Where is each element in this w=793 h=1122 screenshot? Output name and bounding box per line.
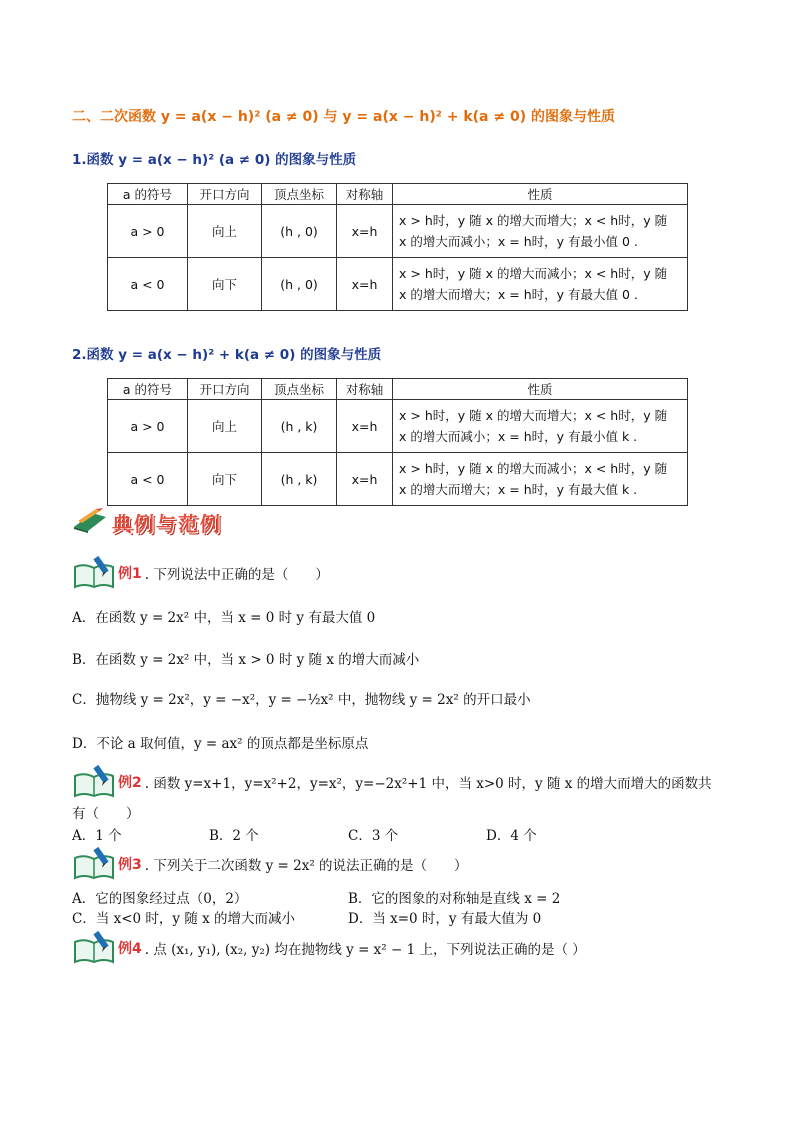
table-row <box>108 400 688 453</box>
header-property: 性质 <box>393 379 688 400</box>
property-line-1: x > h时，y 随 x 的增大而增大；x < h时，y 随 <box>399 213 668 228</box>
subsection-title-1: 1.函数 y = a(x − h)² (a ≠ 0) 的图象与性质 <box>72 152 357 168</box>
header-sign: a 的符号 <box>108 184 188 205</box>
header-direction: 开口方向 <box>188 184 262 205</box>
example-3-option-c: C．当 x<0 时，y 随 x 的增大而减小 <box>72 911 296 927</box>
example-1-option-d: D．不论 a 取何值，y = ax² 的顶点都是坐标原点 <box>72 736 369 752</box>
property-line-1: x > h时，y 随 x 的增大而减小；x < h时，y 随 <box>399 461 668 476</box>
cell-vertex: (h , k) <box>262 400 337 453</box>
cell-property <box>393 258 688 311</box>
section-title: 二、二次函数 y = a(x − h)² (a ≠ 0) 与 y = a(x − h)² + k(a ≠ 0) 的图象与性质 <box>72 109 615 125</box>
table-header-row <box>108 379 688 400</box>
cell-direction: 向上 <box>188 400 262 453</box>
example-4-label: 例4 <box>118 941 142 957</box>
example-2-stem: . 函数 y=x+1，y=x²+2，y=x²，y=−2x²+1 中，当 x>0 时，y 随 x 的增大而增大的函数共 <box>144 776 712 792</box>
header-property: 性质 <box>393 184 688 205</box>
example-2-option-c: C．3 个 <box>348 828 399 844</box>
cell-direction: 向下 <box>188 453 262 506</box>
header-vertex: 顶点坐标 <box>262 379 337 400</box>
cell-sign: a < 0 <box>108 453 188 506</box>
header-vertex: 顶点坐标 <box>262 184 337 205</box>
banner-title: 典例与范例 <box>112 511 222 536</box>
property-line-2: x 的增大而减小；x = h时，y 有最小值 k . <box>399 429 638 444</box>
property-line-2: x 的增大而减小；x = h时，y 有最小值 0 . <box>399 234 638 249</box>
cell-property <box>393 453 688 506</box>
cell-axis: x=h <box>337 205 393 258</box>
cell-axis: x=h <box>337 453 393 506</box>
table-row <box>108 205 688 258</box>
cell-sign: a < 0 <box>108 258 188 311</box>
example-3-stem: . 下列关于二次函数 y = 2x² 的说法正确的是（ ） <box>144 858 468 874</box>
book-pencil-icon <box>72 555 116 589</box>
cell-sign: a > 0 <box>108 205 188 258</box>
cell-sign: a > 0 <box>108 400 188 453</box>
table-row <box>108 453 688 506</box>
example-1-label: 例1 <box>118 566 142 582</box>
cell-direction: 向上 <box>188 205 262 258</box>
example-3-label: 例3 <box>118 857 142 873</box>
example-3-option-b: B．它的图象的对称轴是直线 x = 2 <box>348 891 561 907</box>
cell-vertex: (h , 0) <box>262 258 337 311</box>
cell-property <box>393 205 688 258</box>
table-header-row <box>108 184 688 205</box>
example-2-option-b: B．2 个 <box>209 828 259 844</box>
table-row <box>108 258 688 311</box>
header-sign: a 的符号 <box>108 379 188 400</box>
property-line-2: x 的增大而增大；x = h时，y 有最大值 0 . <box>399 287 638 302</box>
example-1-option-b: B．在函数 y = 2x² 中，当 x > 0 时 y 随 x 的增大而减小 <box>72 652 420 668</box>
example-4-stem: . 点 (x₁, y₁), (x₂, y₂) 均在抛物线 y = x² − 1 上，下列说法正确的是（ ） <box>144 942 586 958</box>
cell-direction: 向下 <box>188 258 262 311</box>
book-pencil-icon <box>72 846 116 880</box>
book-pencil-icon <box>72 930 116 964</box>
pencil-book-icon <box>72 507 108 537</box>
example-2-stem-continued: 有（ ） <box>72 806 140 822</box>
example-3-option-d: D．当 x=0 时，y 有最大值为 0 <box>348 911 542 927</box>
properties-table-2 <box>107 378 688 506</box>
example-4-header <box>72 930 586 964</box>
book-pencil-icon <box>72 764 116 798</box>
example-1-header <box>72 555 329 589</box>
examples-banner <box>72 507 222 537</box>
cell-vertex: (h , 0) <box>262 205 337 258</box>
subsection-title-2: 2.函数 y = a(x − h)² + k(a ≠ 0) 的图象与性质 <box>72 347 382 363</box>
property-line-1: x > h时，y 随 x 的增大而增大；x < h时，y 随 <box>399 408 668 423</box>
property-line-1: x > h时，y 随 x 的增大而减小；x < h时，y 随 <box>399 266 668 281</box>
example-3-header <box>72 846 468 880</box>
example-2-label: 例2 <box>118 775 142 791</box>
example-2-option-a: A．1 个 <box>72 828 122 844</box>
cell-axis: x=h <box>337 400 393 453</box>
example-1-option-a: A．在函数 y = 2x² 中，当 x = 0 时 y 有最大值 0 <box>72 610 376 626</box>
example-2-header <box>72 764 712 798</box>
example-2-option-d: D．4 个 <box>486 828 537 844</box>
header-direction: 开口方向 <box>188 379 262 400</box>
header-axis: 对称轴 <box>337 184 393 205</box>
example-1-stem: . 下列说法中正确的是（ ） <box>144 567 329 583</box>
cell-axis: x=h <box>337 258 393 311</box>
cell-vertex: (h , k) <box>262 453 337 506</box>
property-line-2: x 的增大而增大；x = h时，y 有最大值 k . <box>399 482 638 497</box>
properties-table-1 <box>107 183 688 311</box>
example-3-option-a: A．它的图象经过点（0，2） <box>72 891 248 907</box>
cell-property <box>393 400 688 453</box>
example-1-option-c: C．抛物线 y = 2x²，y = −x²，y = −½x² 中，抛物线 y = 2x² 的开口最小 <box>72 692 531 708</box>
header-axis: 对称轴 <box>337 379 393 400</box>
